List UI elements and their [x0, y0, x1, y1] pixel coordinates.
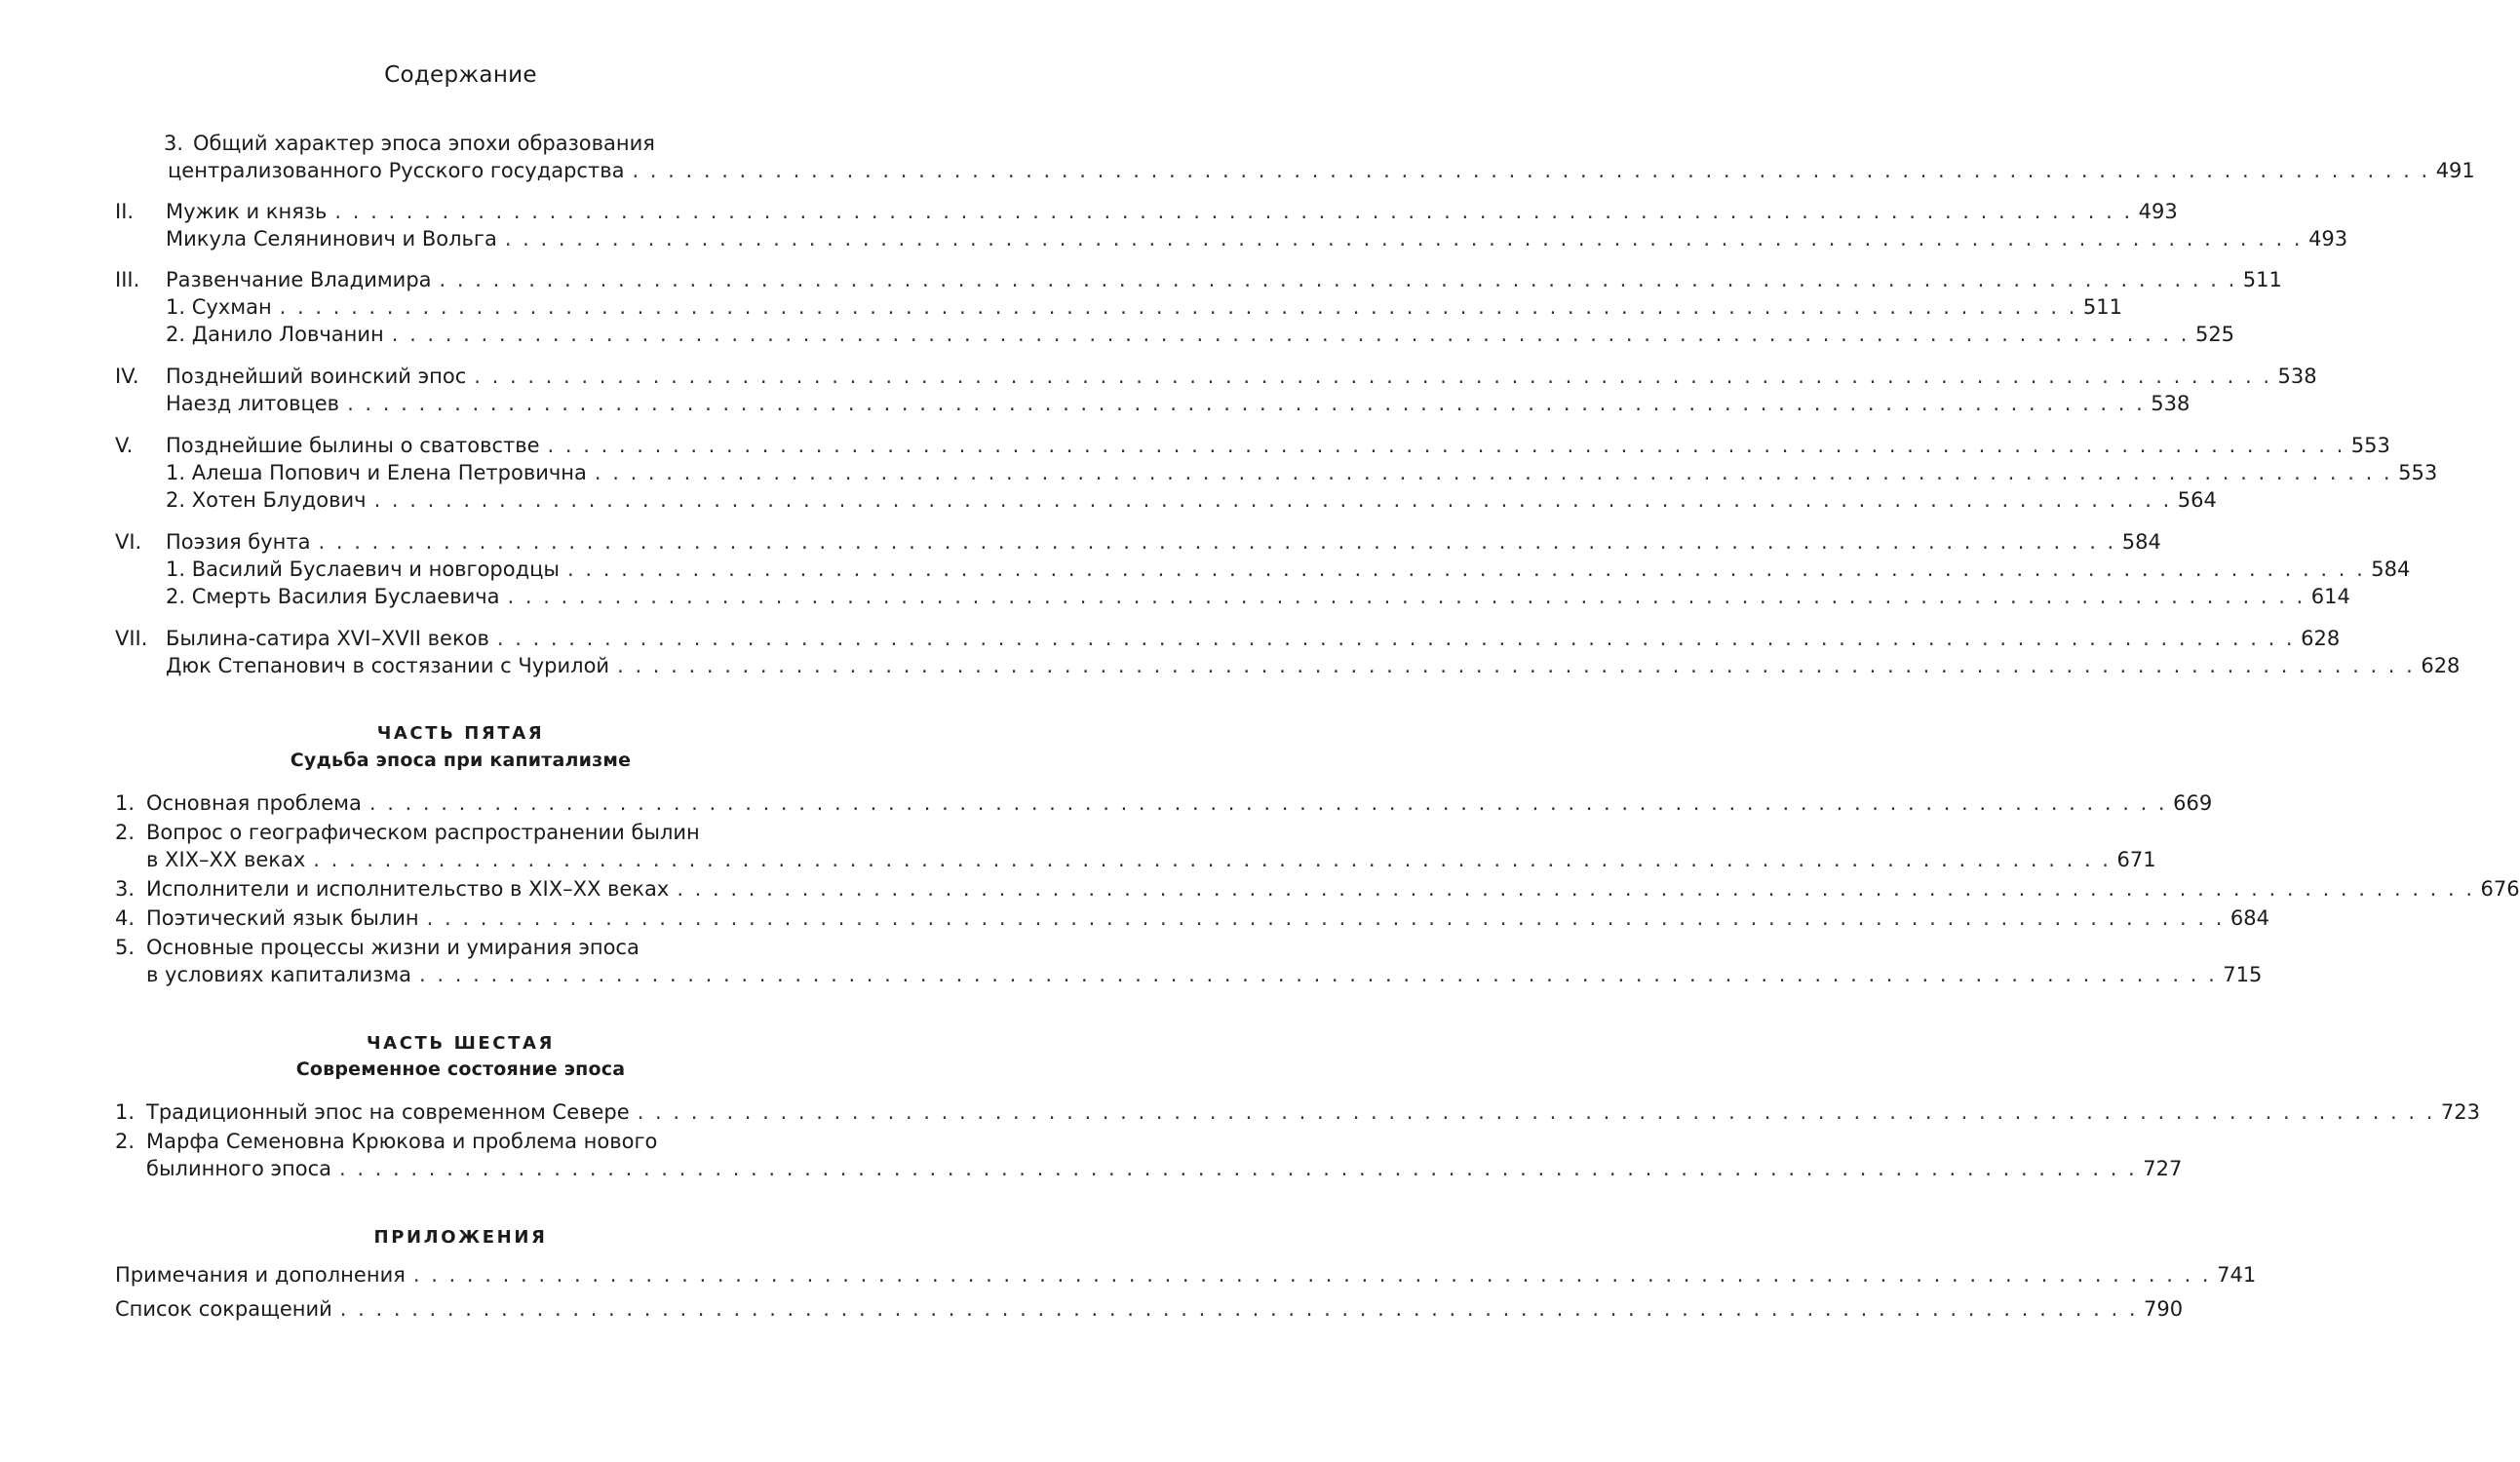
entry-title: Примечания и дополнения: [115, 1263, 406, 1287]
entry-title: Позднейший воинский эпос: [166, 365, 467, 388]
dot-leader: . . . . . . . . . . . . . . . . . . . . . . . . . . . . . . . . . . . . . . . . . . . . . . . . . . . . . . . . . . . . . . . . . . . . . . . . . . . . . . . . . . . . . . . . . . . . . . . . . . . . .: [368, 791, 2168, 815]
dot-leader: . . . . . . . . . . . . . . . . . . . . . . . . . . . . . . . . . . . . . . . . . . . . . . . . . . . . . . . . . . . . . . . . . . . . . . . . . . . . . . . . . . . . . . . . . . . . . . . . . . . . .: [318, 530, 2116, 554]
entry-title: 1. Сухман: [166, 295, 272, 319]
dot-leader: . . . . . . . . . . . . . . . . . . . . . . . . . . . . . . . . . . . . . . . . . . . . . . . . . . . . . . . . . . . . . . . . . . . . . . . . . . . . . . . . . . . . . . . . . . . . . . . . . . . . .: [547, 434, 2346, 457]
entry-title: Вопрос о географическом распространении былин: [146, 821, 700, 844]
entry-page: 493: [2138, 200, 2178, 223]
entry-title: Общий характер эпоса эпохи образования: [193, 132, 655, 155]
part-title: ЧАСТЬ ШЕСТАЯ: [367, 1033, 555, 1054]
toc-entry[interactable]: [115, 363, 2317, 390]
toc-entry[interactable]: [115, 625, 2341, 652]
dot-leader: . . . . . . . . . . . . . . . . . . . . . . . . . . . . . . . . . . . . . . . . . . . . . . . . . . . . . . . . . . . . . . . . . . . . . . . . . . . . . . . . . . . . . . . . . . . . . . . . . . . . .: [279, 295, 2077, 319]
entry-page: 584: [2121, 530, 2161, 554]
dot-leader: . . . . . . . . . . . . . . . . . . . . . . . . . . . . . . . . . . . . . . . . . . . . . . . . . . . . . . . . . . . . . . . . . . . . . . . . . . . . . . . . . . . . . . . . . . . . . . . . . . . . .: [567, 558, 2366, 581]
entry-page: 723: [2440, 1100, 2481, 1124]
toc-entry[interactable]: [115, 1098, 2481, 1126]
entry-page: 493: [2308, 227, 2348, 250]
dot-leader: . . . . . . . . . . . . . . . . . . . . . . . . . . . . . . . . . . . . . . . . . . . . . . . . . . . . . . . . . . . . . . . . . . . . . . . . . . . . . . . . . . . . . . . . . . . . . . . . . . . . .: [507, 585, 2306, 608]
entry-number: VI.: [115, 530, 142, 554]
toc-entry[interactable]: [115, 556, 2411, 583]
toc-entry[interactable]: [115, 846, 2156, 873]
dot-leader: . . . . . . . . . . . . . . . . . . . . . . . . . . . . . . . . . . . . . . . . . . . . . . . . . . . . . . . . . . . . . . . . . . . . . . . . . . . . . . . . . . . . . . . . . . . . . . . . . . . . .: [637, 1100, 2435, 1124]
dot-leader: . . . . . . . . . . . . . . . . . . . . . . . . . . . . . . . . . . . . . . . . . . . . . . . . . . . . . . . . . . . . . . . . . . . . . . . . . . . . . . . . . . . . . . . . . . . . . . . . . . . . .: [426, 906, 2225, 930]
entry-number: VII.: [115, 627, 148, 650]
entry-page: 669: [2173, 791, 2213, 815]
dot-leader: . . . . . . . . . . . . . . . . . . . . . . . . . . . . . . . . . . . . . . . . . . . . . . . . . . . . . . . . . . . . . . . . . . . . . . . . . . . . . . . . . . . . . . . . . . . . . . . . . . . . .: [439, 268, 2237, 291]
entry-number: 3.: [115, 877, 136, 901]
dot-leader: . . . . . . . . . . . . . . . . . . . . . . . . . . . . . . . . . . . . . . . . . . . . . . . . . . . . . . . . . . . . . . . . . . . . . . . . . . . . . . . . . . . . . . . . . . . . . . . . . . . . .: [373, 488, 2172, 512]
entry-title: Былина-сатира XVI–XVII веков: [166, 627, 489, 650]
entry-title: Марфа Семеновна Крюкова и проблема нового: [146, 1130, 658, 1153]
toc-entry[interactable]: [115, 459, 2438, 486]
entry-number: 3.: [164, 132, 184, 155]
entry-page: 671: [2116, 848, 2156, 871]
entry-number: 1.: [115, 791, 136, 815]
dot-leader: . . . . . . . . . . . . . . . . . . . . . . . . . . . . . . . . . . . . . . . . . . . . . . . . . . . . . . . . . . . . . . . . . . . . . . . . . . . . . . . . . . . . . . . . . . . . . . . . . . . . .: [338, 1157, 2138, 1180]
dot-leader: . . . . . . . . . . . . . . . . . . . . . . . . . . . . . . . . . . . . . . . . . . . . . . . . . . . . . . . . . . . . . . . . . . . . . . . . . . . . . . . . . . . . . . . . . . . . . . . . . . . . .: [632, 159, 2430, 182]
toc-entry[interactable]: [115, 1128, 819, 1155]
entry-page: 628: [2421, 654, 2461, 677]
toc-entry[interactable]: [115, 652, 2461, 679]
entry-title: Список сокращений: [115, 1297, 332, 1321]
part-title: ЧАСТЬ ПЯТАЯ: [376, 723, 545, 744]
dot-leader: . . . . . . . . . . . . . . . . . . . . . . . . . . . . . . . . . . . . . . . . . . . . . . . . . . . . . . . . . . . . . . . . . . . . . . . . . . . . . . . . . . . . . . . . . . . . . . . . . . . . .: [391, 323, 2190, 346]
toc-entry[interactable]: [115, 875, 2520, 903]
entry-page: 564: [2177, 488, 2217, 512]
entry-page: 511: [2082, 295, 2122, 319]
toc-entry[interactable]: [115, 390, 2190, 417]
entry-title: 1. Василий Буслаевич и новгородцы: [166, 558, 561, 581]
entry-title: в условиях капитализма: [146, 963, 412, 986]
dot-leader: . . . . . . . . . . . . . . . . . . . . . . . . . . . . . . . . . . . . . . . . . . . . . . . . . . . . . . . . . . . . . . . . . . . . . . . . . . . . . . . . . . . . . . . . . . . . . . . . . . . . .: [347, 392, 2146, 415]
entry-page: 628: [2301, 627, 2341, 650]
entry-page: 538: [2277, 365, 2317, 388]
entry-title: 2. Смерть Василия Буслаевича: [166, 585, 500, 608]
dot-leader: . . . . . . . . . . . . . . . . . . . . . . . . . . . . . . . . . . . . . . . . . . . . . . . . . . . . . . . . . . . . . . . . . . . . . . . . . . . . . . . . . . . . . . . . . . . . . . . . . . . . .: [474, 365, 2272, 388]
entry-title: Дюк Степанович в состязании с Чурилой: [166, 654, 610, 677]
entry-title: Мужик и князь: [166, 200, 328, 223]
toc-entry[interactable]: [115, 934, 819, 961]
entry-number: 2.: [115, 821, 136, 844]
entry-title: 2. Данило Ловчанин: [166, 323, 384, 346]
entry-number: II.: [115, 200, 135, 223]
entry-page: 715: [2223, 963, 2263, 986]
entry-title: Поэзия бунта: [166, 530, 311, 554]
entry-page: 684: [2229, 906, 2269, 930]
dot-leader: . . . . . . . . . . . . . . . . . . . . . . . . . . . . . . . . . . . . . . . . . . . . . . . . . . . . . . . . . . . . . . . . . . . . . . . . . . . . . . . . . . . . . . . . . . . . . . . . . . . . .: [313, 848, 2112, 871]
entry-page: 584: [2371, 558, 2411, 581]
part-subtitle: Современное состояние эпоса: [295, 1058, 626, 1080]
part-title: ПРИЛОЖЕНИЯ: [373, 1227, 548, 1248]
dot-leader: . . . . . . . . . . . . . . . . . . . . . . . . . . . . . . . . . . . . . . . . . . . . . . . . . . . . . . . . . . . . . . . . . . . . . . . . . . . . . . . . . . . . . . . . . . . . . . . . . . . . .: [339, 1297, 2139, 1321]
dot-leader: . . . . . . . . . . . . . . . . . . . . . . . . . . . . . . . . . . . . . . . . . . . . . . . . . . . . . . . . . . . . . . . . . . . . . . . . . . . . . . . . . . . . . . . . . . . . . . . . . . . . .: [504, 227, 2304, 250]
entry-title: Микула Селянинович и Вольга: [166, 227, 497, 250]
toc-entry[interactable]: [115, 1261, 2257, 1289]
entry-number: 5.: [115, 936, 136, 959]
part-subtitle: Судьба эпоса при капитализме: [290, 750, 632, 771]
toc-entry[interactable]: [115, 789, 2213, 817]
toc-entry[interactable]: [115, 130, 819, 157]
entry-title: 1. Алеша Попович и Елена Петровична: [166, 461, 587, 484]
toc-entry[interactable]: [115, 904, 2269, 932]
toc-entry[interactable]: [115, 157, 2475, 184]
entry-page: 553: [2398, 461, 2438, 484]
toc-entry[interactable]: [115, 528, 2161, 556]
entry-page: 538: [2151, 392, 2190, 415]
entry-number: 4.: [115, 906, 136, 930]
dot-leader: . . . . . . . . . . . . . . . . . . . . . . . . . . . . . . . . . . . . . . . . . . . . . . . . . . . . . . . . . . . . . . . . . . . . . . . . . . . . . . . . . . . . . . . . . . . . . . . . . . . . .: [496, 627, 2296, 650]
entry-title: Поэтический язык былин: [146, 906, 419, 930]
toc-entry[interactable]: [115, 1295, 2184, 1323]
entry-title: былинного эпоса: [146, 1157, 331, 1180]
entry-title: Основная проблема: [146, 791, 362, 815]
toc-entry[interactable]: [115, 961, 2263, 988]
entry-title: Развенчание Владимира: [166, 268, 432, 291]
entry-number: 1.: [115, 1100, 136, 1124]
entry-title: Позднейшие былины о сватовстве: [166, 434, 540, 457]
entry-title: в XIX–XX веках: [146, 848, 306, 871]
toc-entry[interactable]: [115, 266, 2282, 293]
toc-entry[interactable]: [115, 293, 2122, 321]
entry-page: 676: [2480, 877, 2520, 901]
entry-page: 525: [2194, 323, 2235, 346]
entry-number: IV.: [115, 365, 139, 388]
entry-page: 741: [2217, 1263, 2257, 1287]
toc-entry[interactable]: [115, 819, 819, 846]
entry-page: 614: [2310, 585, 2350, 608]
entry-page: 790: [2144, 1297, 2184, 1321]
entry-page: 491: [2435, 159, 2475, 182]
dot-leader: . . . . . . . . . . . . . . . . . . . . . . . . . . . . . . . . . . . . . . . . . . . . . . . . . . . . . . . . . . . . . . . . . . . . . . . . . . . . . . . . . . . . . . . . . . . . . . . . . . . . .: [412, 1263, 2212, 1287]
toc-entry[interactable]: [115, 583, 2350, 610]
toc-entry[interactable]: [115, 432, 2390, 459]
toc-entry[interactable]: [115, 225, 2348, 252]
entry-page: 511: [2242, 268, 2282, 291]
entry-title: централизованного Русского государства: [168, 159, 625, 182]
entry-number: V.: [115, 434, 134, 457]
dot-leader: . . . . . . . . . . . . . . . . . . . . . . . . . . . . . . . . . . . . . . . . . . . . . . . . . . . . . . . . . . . . . . . . . . . . . . . . . . . . . . . . . . . . . . . . . . . . . . . . . . . . .: [334, 200, 2133, 223]
entry-number: III.: [115, 268, 140, 291]
entry-title: Исполнители и исполнительство в XIX–XX веках: [146, 877, 670, 901]
dot-leader: . . . . . . . . . . . . . . . . . . . . . . . . . . . . . . . . . . . . . . . . . . . . . . . . . . . . . . . . . . . . . . . . . . . . . . . . . . . . . . . . . . . . . . . . . . . . . . . . . . . . .: [617, 654, 2416, 677]
entry-page: 727: [2143, 1157, 2183, 1180]
entry-title: 2. Хотен Блудович: [166, 488, 367, 512]
entry-title: Традиционный эпос на современном Севере: [146, 1100, 630, 1124]
entry-title: Наезд литовцев: [166, 392, 340, 415]
page-header: Содержание: [384, 62, 537, 88]
toc-entry[interactable]: [115, 486, 2217, 514]
toc-entry[interactable]: [115, 198, 2178, 225]
entry-number: 2.: [115, 1130, 136, 1153]
dot-leader: . . . . . . . . . . . . . . . . . . . . . . . . . . . . . . . . . . . . . . . . . . . . . . . . . . . . . . . . . . . . . . . . . . . . . . . . . . . . . . . . . . . . . . . . . . . . . . . . . . . . .: [419, 963, 2218, 986]
toc-entry[interactable]: [115, 321, 2235, 348]
toc-entry[interactable]: [115, 1155, 2183, 1182]
dot-leader: . . . . . . . . . . . . . . . . . . . . . . . . . . . . . . . . . . . . . . . . . . . . . . . . . . . . . . . . . . . . . . . . . . . . . . . . . . . . . . . . . . . . . . . . . . . . . . . . . . . . .: [594, 461, 2393, 484]
entry-page: 553: [2350, 434, 2390, 457]
dot-leader: . . . . . . . . . . . . . . . . . . . . . . . . . . . . . . . . . . . . . . . . . . . . . . . . . . . . . . . . . . . . . . . . . . . . . . . . . . . . . . . . . . . . . . . . . . . . . . . . . . . . .: [677, 877, 2475, 901]
entry-title: Основные процессы жизни и умирания эпоса: [146, 936, 640, 959]
